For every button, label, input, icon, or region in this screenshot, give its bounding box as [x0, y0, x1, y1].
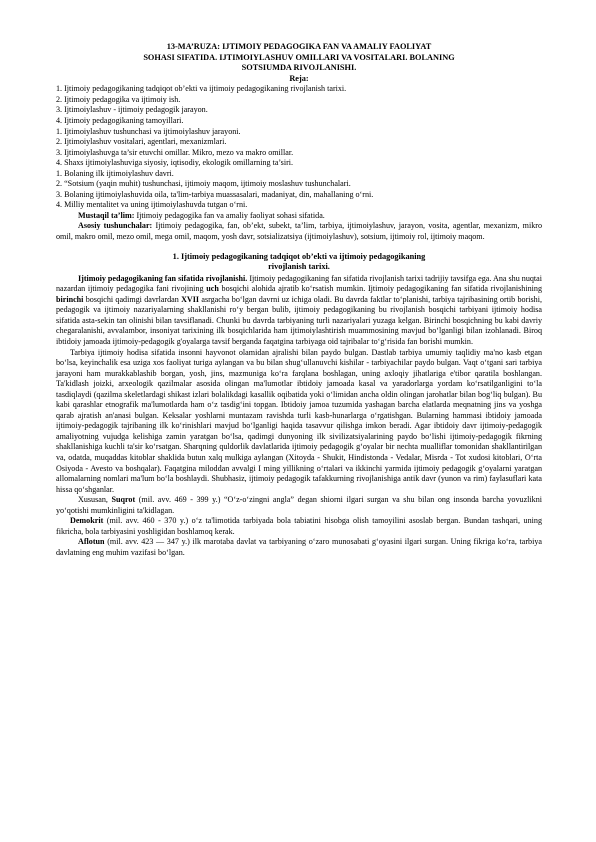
- paragraph-1-text-a: Ijtimoiy pedagogikaning fan sifatida rivojlanish tarixi tadrijiy tavsifga ega. Ana shu nuqtai nazardan ijtimoiy pedagogika fani rivojining: [56, 273, 543, 294]
- paragraph-1-text-d: bosqichi qadimgi davrlardan: [83, 294, 182, 304]
- paragraph-1-text-e: asrgacha bo‘lgan davrni uz ichiga oladi. Bu davrda faktlar to‘planishi, tarbiya tajribasining ortib borishi, pedagogik va ijtimoiy nazariyalarning shakllanishi ro‘y bergan bulib, ijtimoiy pedagogikaning bu rivojlanish bosqichi tarbiyani ijtimoiy hodisa sifatida asta-sekin tan olinishi bilan tavsiflanadi. Chunki bu davrda tarbiyaning turli nazariyalari yuzaga kelgan. Birinchi bosqichning bu kabi davriy chegaralanishi, avvalambor, insoniyat tarixining ilk bosqichlarida ham ijtimoiylashtirish muammosining mavjud bo‘lganligi bilan izohlanadi. Biroq ibtidoiy jamoada ijtimoiy-pedagogik g'oyalarga tavsif berganda faqatgina tarbiyaga oid tajribalar to‘g‘risida fan borishi mumkin.: [56, 294, 542, 346]
- plan-item: 4. Milliy mentalitet va uning ijtimoiylashuvda tutgan o‘rni.: [56, 200, 248, 210]
- plan-item: 1. Ijtimoiylashuv tushunchasi va ijtimoiylashuv jarayoni.: [56, 126, 241, 136]
- name-suqrot: Suqrot: [111, 495, 136, 505]
- emphasis-xvii: XVII: [181, 294, 200, 304]
- name-demokrit: Demokrit: [70, 516, 104, 526]
- plan-item: 2. “Sotsium (yaqin muhit) tushunchasi, ijtimoiy maqom, ijtimoiy moslashuv tushunchalari.: [56, 179, 351, 189]
- key-concepts-text: Ijtimoiy pedagogika, fan, ob’ekt, subekt, ta’lim, tarbiya, ijtimoiylashuv, jarayon, vosita, agentlar, mexanizm, mikro omil, makro omil, mezo omil, mega omil, maqom, yosh davr, sotsializatsiya (ijtimoiylashuv), sotsium, ijtimoiy rol, ijtimoiy maqom.: [56, 221, 542, 242]
- plan-item: 3. Bolaning ijtimoiylashuvida oila, ta'lim-tarbiya muassasalari, madaniyat, din, mahallaning o‘rni.: [56, 189, 374, 199]
- key-concepts-label: Asosiy tushunchalar:: [78, 221, 153, 231]
- document-page: [56, 42, 542, 558]
- paragraph-3-text-a: Xususan,: [78, 495, 112, 505]
- plan-list: [56, 84, 542, 211]
- title-line-3: SOTSIUMDA RIVOJLANISHI.: [241, 63, 357, 73]
- plan-item: 3. Ijtimoiylashuvga ta’sir etuvchi omillar. Mikro, mezo va makro omillar.: [56, 147, 294, 157]
- plan-item: 1. Bolaning ilk ijtimoiylashuv davri.: [56, 168, 174, 178]
- independent-study: [56, 211, 542, 222]
- paragraph-5-text: (mil. avv. 423 — 347 y.) ilk marotaba davlat va tarbiyaning o‘zaro munosabati g‘oyasini ilgari surgan. Uning fikriga ko‘ra, tarbiya davlatning eng muhim vazifasi bo‘lgan.: [56, 537, 542, 557]
- paragraph-1-lead: Ijtimoiy pedagogikaning fan sifatida rivojlanishi.: [78, 273, 248, 283]
- paragraph-1-text-c: bosqichi alohida ajratib ko‘rsatish mumkin. Ijtimoiy pedagogikaning fan sifatida rivojlanishining: [218, 284, 542, 294]
- plan-item: 2. Ijtimoiylashuv vositalari, agentlari, mexanizmlari.: [56, 137, 227, 147]
- independent-study-label: Mustaqil ta’lim:: [78, 210, 135, 220]
- plan-item: 3. Ijtimoiylashuv - ijtimoiy pedagogik jarayon.: [56, 105, 208, 115]
- paragraph-5: [56, 537, 542, 558]
- paragraph-4: [56, 516, 542, 537]
- plan-label: Reja:: [289, 73, 309, 83]
- plan-item: 4. Ijtimoiy pedagogikaning tamoyillari.: [56, 116, 184, 126]
- key-concepts: [56, 221, 542, 242]
- section-1-title-line-1: 1. Ijtimoiy pedagogikaning tadqiqot ob’ekti va ijtimoiy pedagogikaning: [172, 251, 426, 261]
- paragraph-3-text-c: (mil. avv. 469 - 399 y.) “O‘z-o‘zingni angla” degan shiorni ilgari surgan va shu bilan ong insonda barcha yovuzlikni yo‘qotishi mumkinligini ta'kidlagan.: [56, 495, 542, 515]
- title-line-2: SOHASI SIFATIDA. IJTIMOIYLASHUV OMILLARI VA VOSITALARI. BOLANING: [143, 52, 455, 62]
- paragraph-1: [56, 274, 542, 348]
- name-aflotun: Aflotun: [78, 537, 105, 547]
- paragraph-2: Tarbiya ijtimoiy hodisa sifatida insonni hayvonot olamidan ajralishi bilan paydo bulgan. Dastlab tarbiya umumiy taqlidiy ma'no kasb etgan bo‘lsa, keyinchalik esa uziga xos faoliyat turiga aylangan va bu bilan shug‘ullanuvchi kishilar - tarbiyachilar paydo bulgan. Vaqt o‘tgani sari tarbiya jarayoni ham murakkablashib borgan, yosh, jins, mazmuniga ko‘ra farqlana boshlagan, uning axloqiy jihatlariga e'tibor qaratila boshlangan. Ta'kidlash joizki, arxeologik qazilmalar asosida olingan ma'lumotlar ibtidoiy jamoada kasal va yaradorlarga yordam ko‘rsatilganligini to‘la tasdiqlaydi (qazilma skeletlardagi shikast izlari bolalikdagi kasallik oqibatida yoki o‘limidan ancha oldin olingan jarohatlar bilan bog‘liq bulgan). Bu kabi qarashlar etnografik ma'lumotlarda ham o‘z tasdig‘ini topgan. Ibtidoiy jamoa tuzumida yashagan barcha elatlarda meqnatning jins va yoshga qarab ajratish an'anasi bulgan. Keksalar yoshlarni muntazam ravishda turli kasb-hunarlarga o‘rgatishgan. Bularning hammasi ibtidoiy jamoada ijtimoiy-pedagogik tajribaning ilk ko‘rinishlari mavjud bo‘lganligi haqida tasavvur qilishga imkon beradi. Agar ibtidoiy davr ijtimoiy-pedagogik amaliyotning vujudga kelishiga zamin yaratgan bo‘lsa, qadimgi dunyoning ilk sivilizatsiyalarining paydo bo‘lishi ijtimoiy-pedagogik fikrning shakllanishiga kuchli ta'sir ko‘rsatgan. Sharqning quldorlik davlatlarida ijtimoiy pedagogik g‘oyalar bir nechta mualliflar tomonidan shakllantirilgan va, odatda, muqaddas kitoblar shaklida butun xalq mulkiga aylangan (Xitoyda - Shukit, Hindistonda - Vedalar, Misrda - Tot xudosi kitoblari, O‘rta Osiyoda - Avesto va boshqalar). Faqatgina miloddan avvalgi I ming yillikning o‘rtalari va ikkinchi yarmida ijtimoiy pedagogik g‘oyalarni yaratgan allomalarning nomlari ma'lum bo‘la boshlaydi. Shubhasiz, ijtimoiy pedagogik tafakkurning rivojlanishiga antik davr (yunon va rim) faylasuflari kata hissa qo‘shganlar.: [56, 347, 542, 494]
- title-line-1: 13-MA’RUZA: IJTIMOIY PEDAGOGIKA FAN VA AMALIY FAOLIYAT: [166, 42, 432, 51]
- plan-item: 4. Shaxs ijtimoiylashuviga siyosiy, iqtisodiy, ekologik omillarning ta’siri.: [56, 158, 294, 168]
- section-1-title-line-2: rivojlanish tarixi.: [268, 262, 330, 272]
- paragraph-3: [56, 495, 542, 516]
- emphasis-birinchi: birinchi: [56, 294, 84, 304]
- lecture-title: [56, 42, 542, 84]
- emphasis-uch: uch: [206, 284, 219, 294]
- plan-item: 2. Ijtimoiy pedagogika va ijtimoiy ish.: [56, 94, 181, 104]
- section-1-title: [56, 252, 542, 273]
- plan-item: 1. Ijtimoiy pedagogikaning tadqiqot ob’ekti va ijtimoiy pedagogikaning rivojlanish tarixi.: [56, 84, 347, 94]
- paragraph-4-text: (mil. avv. 460 - 370 y.) o‘z ta'limotida tarbiyada bola tabiatini hisobga olish tamoyilini asoslab bergan. Bundan tashqari, uning fikricha, bola tarbiyasini yoshligidan boshlamoq kerak.: [56, 516, 542, 536]
- independent-study-text: Ijtimoiy pedagogika fan va amaliy faoliyat sohasi sifatida.: [134, 210, 325, 220]
